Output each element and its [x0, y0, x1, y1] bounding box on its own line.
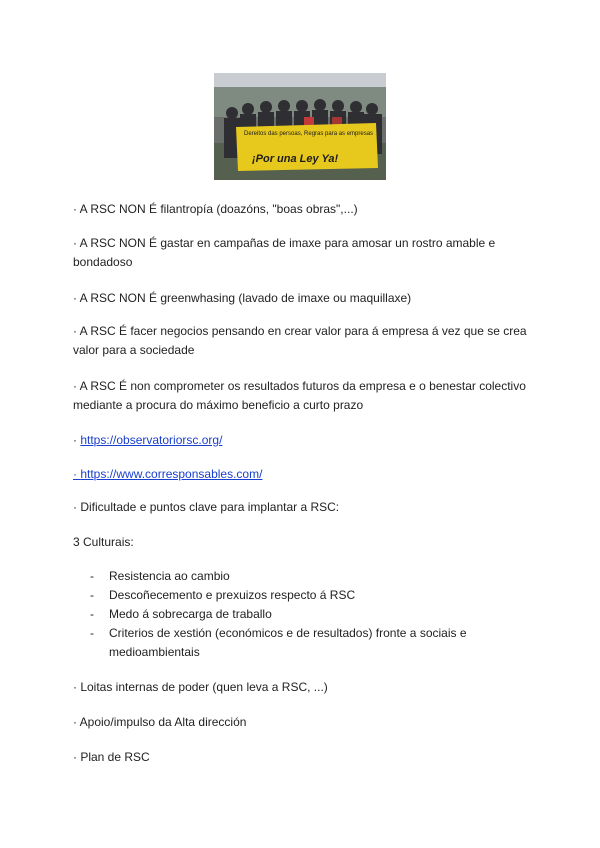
paragraph-2: · A RSC NON É gastar en campañas de imaxe para amosar un rostro amable e bondadoso — [73, 236, 496, 269]
link-row-1 — [73, 431, 533, 450]
link-bullet: · — [73, 433, 81, 447]
closing-item-3: · Plan de RSC — [73, 750, 150, 764]
header-photo — [214, 73, 386, 180]
list-item-text: Resistencia ao cambio — [109, 569, 230, 583]
list-item-text: Descoñecemento e prexuizos respecto á RSC — [109, 588, 356, 602]
list-item — [73, 624, 533, 662]
cultural-heading: 3 Culturais: — [73, 535, 134, 549]
closing-item-2: · Apoio/impulso da Alta dirección — [73, 715, 247, 729]
cultural-list — [73, 567, 533, 662]
paragraph-1: · A RSC NON É filantropía (doazóns, "boas obras",...) — [73, 202, 358, 216]
observatorio-link[interactable]: https://observatoriorsc.org/ — [80, 433, 223, 447]
closing-item-1: · Loitas internas de poder (quen leva a RSC, ...) — [73, 680, 328, 694]
list-dash: - — [90, 607, 94, 621]
list-item-text: Criterios de xestión (económicos e de resultados) fronte a sociais e medioambientais — [109, 626, 467, 659]
paragraph-5: · A RSC É non comprometer os resultados futuros da empresa e o benestar colectivo mediante a procura do máximo beneficio a curto prazo — [73, 379, 526, 412]
link-bullet: · — [73, 467, 81, 481]
corresponsables-link[interactable] — [73, 467, 262, 481]
difficulty-heading: · Dificultade e puntos clave para implantar a RSC: — [73, 500, 340, 514]
banner-main-text: ¡Por una Ley Ya! — [252, 153, 339, 165]
list-dash: - — [90, 588, 94, 602]
paragraph-3: · A RSC NON É greenwhasing (lavado de imaxe ou maquillaxe) — [73, 291, 412, 305]
list-dash: - — [90, 626, 94, 640]
paragraph-4: · A RSC É facer negocios pensando en crear valor para á empresa á vez que se crea valor para a sociedade — [73, 324, 527, 357]
list-item — [73, 567, 533, 586]
link-text: https://www.corresponsables.com/ — [80, 467, 263, 481]
list-dash: - — [90, 569, 94, 583]
link-row-2 — [73, 465, 533, 484]
list-item — [73, 586, 533, 605]
list-item — [73, 605, 533, 624]
banner-top-text: Dereitos das persoas, Regras para as empresas — [244, 131, 374, 137]
list-item-text: Medo á sobrecarga de traballo — [109, 607, 272, 621]
